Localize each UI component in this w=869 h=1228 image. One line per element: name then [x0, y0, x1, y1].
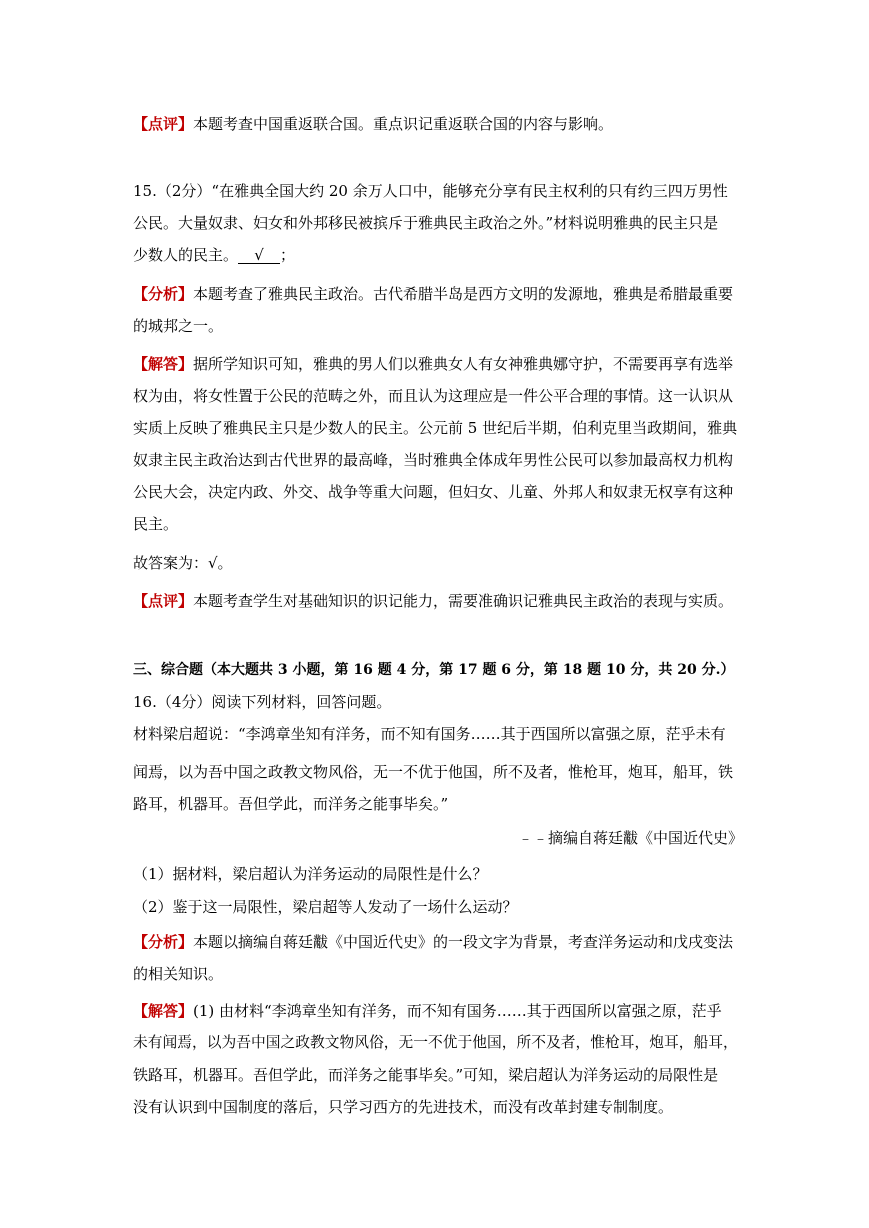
q15-solution-line6: 民主。: [133, 515, 179, 533]
analysis-text: 本题以摘编自蒋廷黻《中国近代史》的一段文字为背景，考查洋务运动和戊戌变法: [193, 933, 734, 951]
q16-analysis-line1: [133, 932, 743, 952]
review-text: 本题考查中国重返联合国。重点识记重返联合国的内容与影响。: [193, 115, 614, 133]
q15-solution-line3: 实质上反映了雅典民主只是少数人的民主。公元前 5 世纪后半期，伯利克里当政期间，雅典: [133, 419, 738, 437]
q15-answer: 故答案为：√。: [133, 554, 233, 572]
section-heading: 三、综合题（本大题共 3 小题，第 16 题 4 分，第 17 题 6 分，第 18 题 10 分，共 20 分.）: [133, 662, 735, 678]
q16-analysis-line2: 的相关知识。: [133, 965, 224, 983]
q16-sub-question-1: （1）据材料，梁启超认为洋务运动的局限性是什么？: [133, 865, 488, 883]
solution-text: 据所学知识可知，雅典的男人们以雅典女人有女神雅典娜守护，不需要再享有选举: [193, 355, 734, 373]
q15-stem-punct: ；: [280, 246, 296, 264]
q15-solution-line4: 奴隶主民主政治达到古代世界的最高峰，当时雅典全体成年男性公民可以参加最高权力机构: [133, 451, 734, 469]
q16-solution-line3: 铁路耳，机器耳。吾但学此，而洋务之能事毕矣。”可知，梁启超认为洋务运动的局限性是: [133, 1066, 719, 1084]
q15-review: [133, 591, 743, 611]
q16-solution-line4: 没有认识到中国制度的落后，只学习西方的先进技术，而没有改革封建专制制度。: [133, 1098, 674, 1116]
q16-material-line1: 材料梁启超说：“李鸿章坐知有洋务，而不知有国务……其于西国所以富强之原，茫乎未有: [133, 725, 726, 743]
answer-blank: √: [238, 247, 280, 264]
q15-stem-text: 少数人的民主。: [133, 246, 239, 264]
solution-tag: 【解答】: [133, 355, 194, 373]
q16-sub-question-2: （2）鉴于这一局限性，梁启超等人发动了一场什么运动？: [133, 898, 518, 916]
solution-text: (1) 由材料“李鸿章坐知有洋务，而不知有国务……其于西国所以富强之原，茫乎: [193, 1002, 722, 1020]
q16-material-line3: 路耳，机器耳。吾但学此，而洋务之能事毕矣。”: [133, 795, 449, 813]
q16-material-line2: 闻焉，以为吾中国之政教文物风俗，无一不优于他国，所不及者，惟枪耳，炮耳，船耳，铁: [133, 763, 734, 781]
q15-stem-line1: 15.（2分）“在雅典全国大约 20 余万人口中，能够充分享有民主权利的只有约三四万男性: [133, 182, 728, 200]
q15-solution-line1: [133, 354, 743, 374]
analysis-tag: 【分析】: [133, 285, 194, 303]
analysis-text: 本题考查了雅典民主政治。古代希腊半岛是西方文明的发源地，雅典是希腊最重要: [193, 285, 734, 303]
q15-stem-line2: 公民。大量奴隶、妇女和外邦移民被摈斥于雅典民主政治之外。”材料说明雅典的民主只是: [133, 214, 719, 232]
review-text: 本题考查学生对基础知识的识记能力，需要准确识记雅典民主政治的表现与实质。: [193, 592, 734, 610]
q16-stem: 16.（4分）阅读下列材料，回答问题。: [133, 693, 392, 711]
q16-solution-line2: 未有闻焉，以为吾中国之政教文物风俗，无一不优于他国，所不及者，惟枪耳，炮耳，船耳，: [133, 1034, 738, 1051]
analysis-tag: 【分析】: [133, 933, 194, 951]
q15-solution-line2: 权为由，将女性置于公民的范畴之外，而且认为这理应是一件公平合理的事情。这一认识从: [133, 387, 734, 405]
q16-solution-line1: [133, 1001, 743, 1021]
q15-solution-line5: 公民大会，决定内政、外交、战争等重大问题，但妇女、儿童、外邦人和奴隶无权享有这种: [133, 483, 734, 501]
q16-source: ﹣﹣摘编自蒋廷黻《中国近代史》: [517, 829, 743, 847]
q15-analysis-line1: [133, 284, 743, 304]
review-tag: 【点评】: [133, 592, 194, 610]
q14-review: [133, 114, 743, 134]
q15-analysis-line2: 的城邦之一。: [133, 317, 224, 335]
q15-stem-line3: [133, 245, 743, 265]
solution-tag: 【解答】: [133, 1002, 194, 1020]
review-tag: 【点评】: [133, 115, 194, 133]
